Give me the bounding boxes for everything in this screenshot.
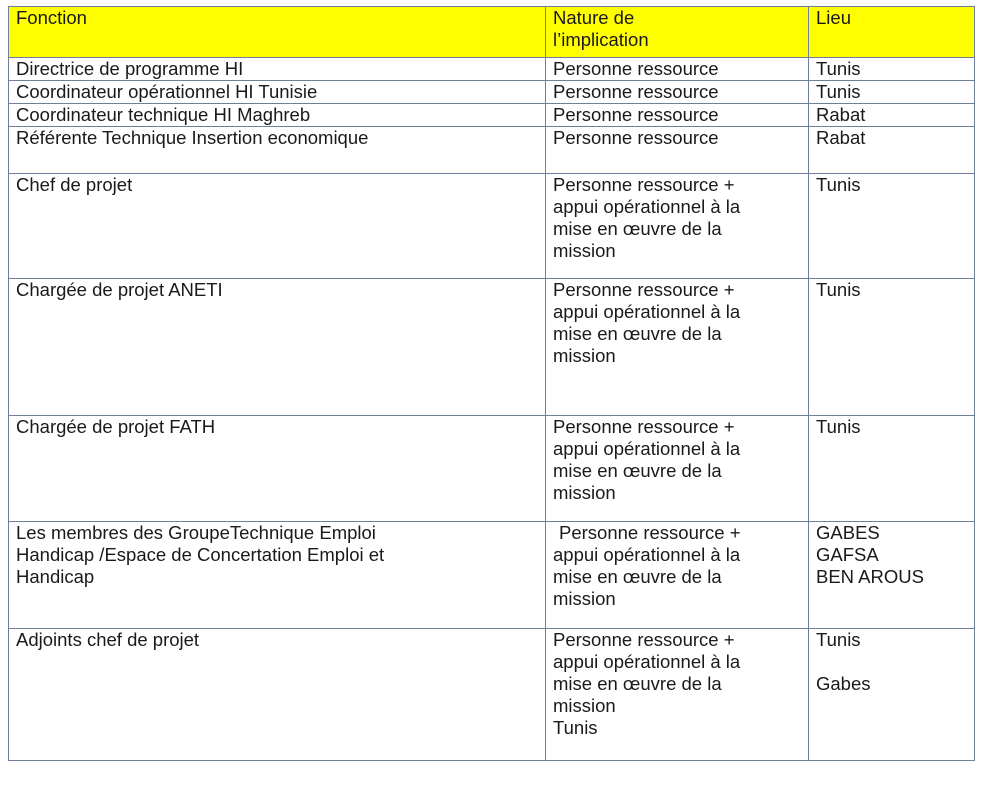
nature-line: mission	[553, 240, 616, 261]
nature-line: mise en œuvre de la	[553, 218, 722, 239]
lieu-line: GAFSA	[816, 544, 879, 565]
table-row	[9, 279, 975, 416]
nature-line: mission	[553, 482, 616, 503]
cell-lieu: Rabat	[809, 127, 975, 174]
nature-line: mission	[553, 588, 616, 609]
cell-fonction	[9, 522, 546, 629]
header-fonction: Fonction	[9, 7, 546, 58]
nature-line: Personne ressource +	[553, 629, 735, 650]
cell-nature	[546, 629, 809, 761]
cell-nature: Personne ressource	[546, 81, 809, 104]
cell-nature	[546, 174, 809, 279]
table-row	[9, 522, 975, 629]
cell-lieu: Tunis	[809, 81, 975, 104]
table-row	[9, 416, 975, 522]
cell-lieu: Tunis	[809, 58, 975, 81]
cell-fonction: Chargée de projet ANETI	[9, 279, 546, 416]
nature-line: appui opérationnel à la	[553, 544, 741, 565]
cell-fonction: Chargée de projet FATH	[9, 416, 546, 522]
cell-fonction: Directrice de programme HI	[9, 58, 546, 81]
header-nature-line-1: Nature de	[553, 7, 635, 28]
nature-line: mise en œuvre de la	[553, 323, 722, 344]
cell-lieu: Tunis	[809, 174, 975, 279]
nature-line: appui opérationnel à la	[553, 438, 741, 459]
nature-line: mise en œuvre de la	[553, 460, 722, 481]
table-row	[9, 104, 975, 127]
cell-nature: Personne ressource	[546, 104, 809, 127]
nature-line: Personne ressource +	[553, 279, 735, 300]
lieu-line: Gabes	[816, 673, 871, 694]
cell-lieu: Tunis	[809, 416, 975, 522]
nature-line: Personne ressource +	[559, 522, 741, 543]
nature-line: mission	[553, 695, 616, 716]
cell-nature	[546, 522, 809, 629]
nature-line: mission	[553, 345, 616, 366]
nature-line: Personne ressource +	[553, 416, 735, 437]
cell-fonction: Référente Technique Insertion economique	[9, 127, 546, 174]
lieu-line: GABES	[816, 522, 880, 543]
lieu-spacer	[816, 651, 970, 673]
nature-line: appui opérationnel à la	[553, 301, 741, 322]
header-nature	[546, 7, 809, 58]
table-row	[9, 174, 975, 279]
table-row	[9, 58, 975, 81]
cell-fonction: Coordinateur opérationnel HI Tunisie	[9, 81, 546, 104]
table-row	[9, 629, 975, 761]
fonction-line: Handicap /Espace de Concertation Emploi et	[16, 544, 385, 565]
fonction-line: Handicap	[16, 566, 95, 587]
table-row	[9, 127, 975, 174]
header-lieu: Lieu	[809, 7, 975, 58]
cell-lieu	[809, 629, 975, 761]
implication-table	[8, 6, 975, 761]
nature-line: mise en œuvre de la	[553, 673, 722, 694]
lieu-line: Tunis	[816, 629, 861, 650]
header-nature-line-2: l’implication	[553, 29, 649, 50]
nature-line: Personne ressource +	[553, 174, 735, 195]
cell-nature	[546, 416, 809, 522]
cell-nature: Personne ressource	[546, 58, 809, 81]
cell-fonction: Adjoints chef de projet	[9, 629, 546, 761]
cell-fonction: Chef de projet	[9, 174, 546, 279]
cell-lieu: Tunis	[809, 279, 975, 416]
nature-line: appui opérationnel à la	[553, 196, 741, 217]
fonction-line: Les membres des GroupeTechnique Emploi	[16, 522, 376, 543]
cell-lieu	[809, 522, 975, 629]
cell-nature	[546, 279, 809, 416]
table-header-row	[9, 7, 975, 58]
table-row	[9, 81, 975, 104]
cell-fonction: Coordinateur technique HI Maghreb	[9, 104, 546, 127]
cell-nature: Personne ressource	[546, 127, 809, 174]
nature-line: mise en œuvre de la	[553, 566, 722, 587]
lieu-line: BEN AROUS	[816, 566, 924, 587]
nature-line: Tunis	[553, 717, 598, 738]
cell-lieu: Rabat	[809, 104, 975, 127]
nature-line: appui opérationnel à la	[553, 651, 741, 672]
